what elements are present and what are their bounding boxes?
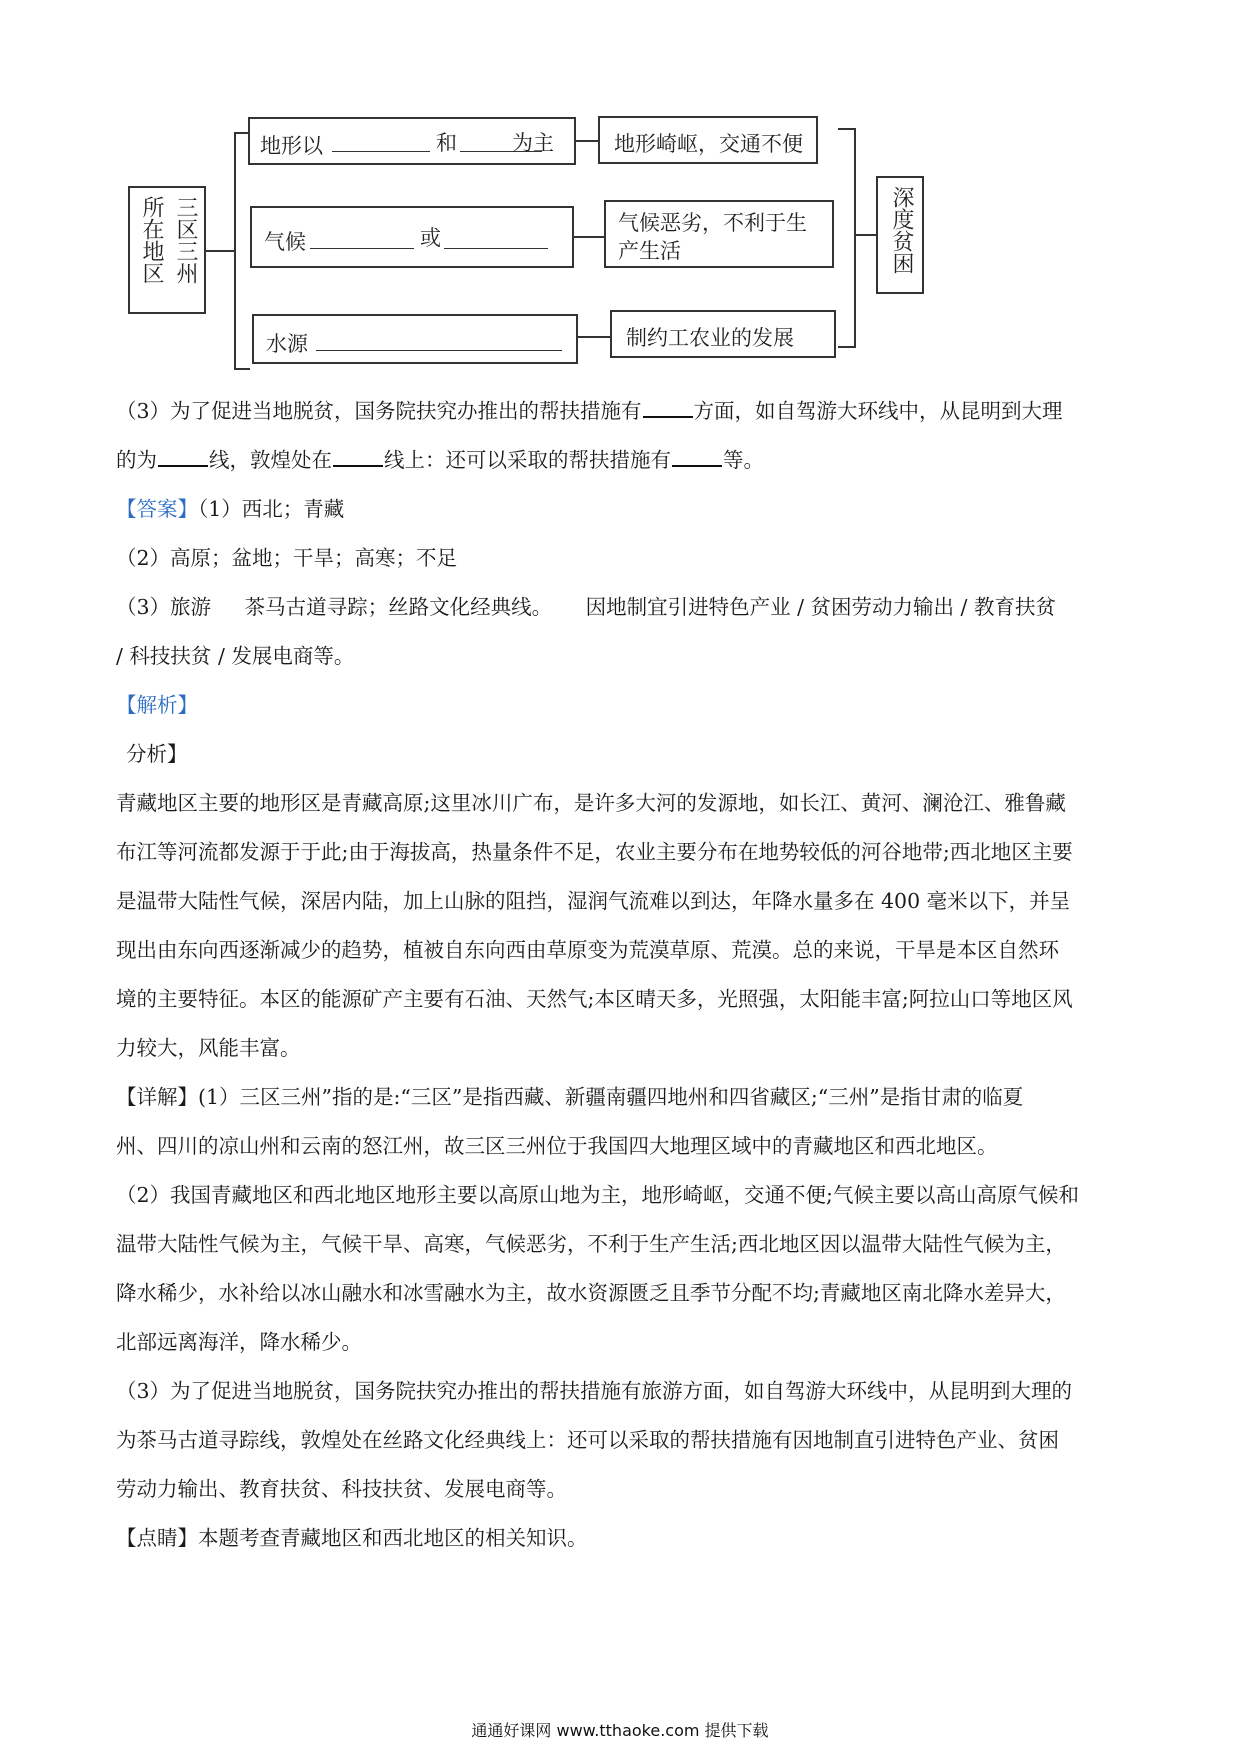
right-bracket: [838, 128, 856, 348]
terrain-main: 为主: [512, 131, 554, 155]
left-bracket-connector: [206, 250, 234, 252]
analysis-p1-6: 力较大，风能丰富。: [116, 1036, 301, 1060]
footer-watermark[interactable]: 通通好课网 www.tthaoke.com 提供下载: [471, 1721, 769, 1740]
q3-text-6: 等。: [723, 448, 764, 472]
q3-blank-1: [643, 396, 693, 418]
detail-2: 州、四川的凉山州和云南的怒江州，故三区三州位于我国四大地理区域中的青藏地区和西北地区。: [116, 1134, 998, 1158]
diagram-region-col-2: [138, 196, 162, 291]
answer-1: （1）西北；青藏: [198, 497, 345, 521]
q3-text-3: 的为: [116, 448, 157, 472]
row1-connector: [576, 140, 598, 142]
water-label: 水源: [266, 332, 308, 356]
result-text: 深度贫困: [889, 186, 914, 274]
analysis-p1-4: 现出由东向西逐渐减少的趋势，植被自东向西由草原变为荒漠草原、荒漠。总的来说，干旱是本区自然环: [116, 938, 1059, 962]
structure-diagram: [0, 0, 1240, 390]
analysis-p2-2: 温带大陆性气候为主，气候干旱、高寒，气候恶劣，不利于生产生活;西北地区因以温带大陆性气候为主，: [116, 1232, 1066, 1256]
row2-connector: [574, 236, 604, 238]
analysis-p1-2: 布江等河流都发源于于此;由于海拔高，热量条件不足，农业主要分布在地势较低的河谷地带;西北地区主要: [116, 840, 1073, 864]
analysis-p1-5: 境的主要特征。本区的能源矿产主要有石油、天然气;本区晴天多，光照强，太阳能丰富;阿拉山口等地区风: [116, 987, 1073, 1011]
terrain-and: 和: [436, 131, 457, 155]
result-text-wrap: [888, 186, 912, 281]
climate-effect: 气候恶劣，不利于生产生活: [618, 211, 807, 263]
row3-effect-box: [610, 310, 836, 358]
answer-3: （3）旅游 茶马古道寻踪；丝路文化经典线。 因地制宜引进特色产业 / 贫困劳动力输出 / 教育扶贫: [116, 595, 1056, 619]
q3-text-2: 方面，如自驾游大环线中，从昆明到大理: [693, 399, 1063, 423]
analysis-p1-1: 青藏地区主要的地形区是青藏高原;这里冰川广布，是许多大河的发源地，如长江、黄河、澜沧江、雅鲁藏: [116, 791, 1066, 815]
region-title-1: 三区三州: [173, 196, 198, 284]
analysis-p2-3: 降水稀少，水补给以冰山融水和冰雪融水为主，故水资源匮乏且季节分配不均;青藏地区南北降水差异大，: [116, 1281, 1066, 1305]
water-blank: [316, 350, 562, 351]
answer-2: （2）高原；盆地；干旱；高寒；不足: [116, 546, 458, 570]
answer-line3: [116, 592, 1056, 622]
question3-line1: [116, 396, 1063, 426]
analysis-p3-2: 为茶马古道寻踪线，敦煌处在丝路文化经典线上：还可以采取的帮扶措施有因地制直引进特色产业、贫困: [116, 1428, 1059, 1452]
answer-label: 【答案】: [116, 497, 198, 521]
q3-blank-2: [158, 445, 208, 467]
diagram-region-col-1: [172, 196, 196, 291]
right-bracket-connector: [856, 234, 876, 236]
analysis-p1-3: 是温带大陆性气候，深居内陆，加上山脉的阻挡，湿润气流难以到达，年降水量多在 400 毫米以下，并呈: [116, 889, 1071, 913]
climate-blank-2: [444, 248, 548, 249]
water-effect: 制约工农业的发展: [626, 326, 794, 350]
diagram-region-box: [128, 186, 206, 314]
analysis-p3-3: 劳动力输出、教育扶贫、科技扶贫、发展电商等。: [116, 1477, 567, 1501]
row1-terrain-box: [248, 117, 576, 165]
q3-blank-3: [333, 445, 383, 467]
result-box: [876, 176, 924, 294]
q3-text-4: 线，敦煌处在: [209, 448, 332, 472]
q3-text-1: （3）为了促进当地脱贫，国务院扶究办推出的帮扶措施有: [116, 399, 642, 423]
row1-effect-box: [598, 116, 818, 164]
terrain-label: 地形以: [260, 134, 323, 158]
answer-3b: / 科技扶贫 / 发展电商等。: [116, 644, 355, 668]
terrain-blank-1: [332, 151, 430, 152]
answer-line2: [116, 543, 457, 573]
analysis-label: 【解析】: [116, 693, 198, 717]
analysis-p3-1: （3）为了促进当地脱贫，国务院扶究办推出的帮扶措施有旅游方面，如自驾游大环线中，从昆明到大理的: [116, 1379, 1073, 1403]
row2-effect-box: [604, 200, 834, 268]
question3-line2: [116, 445, 764, 475]
detail-1: 【详解】(1）三区三州”指的是:“三区”是指西藏、新疆南疆四地州和四省藏区;“三州”是指甘肃的临夏: [116, 1085, 1024, 1109]
answer-line4: [116, 641, 354, 671]
q3-text-5: 线上：还可以采取的帮扶措施有: [384, 448, 671, 472]
climate-label: 气候: [264, 230, 306, 254]
analysis-p2-1: （2）我国青藏地区和西北地区地形主要以高原山地为主，地形崎岖，交通不便;气候主要以高山高原气候和: [116, 1183, 1079, 1207]
row3-water-box: [252, 314, 578, 364]
region-title-2: 所在地区: [139, 196, 164, 284]
answer-line1: [116, 494, 344, 524]
analysis-p2-4: 北部远离海洋，降水稀少。: [116, 1330, 362, 1354]
row2-climate-box: [250, 206, 574, 268]
analysis-sub: 分析】: [126, 742, 188, 766]
terrain-effect: 地形崎岖，交通不便: [614, 132, 803, 156]
q3-blank-4: [672, 445, 722, 467]
row3-connector: [578, 336, 610, 338]
left-bracket: [234, 132, 250, 370]
climate-or: 或: [420, 226, 441, 250]
comment: 【点睛】本题考查青藏地区和西北地区的相关知识。: [116, 1526, 588, 1550]
climate-blank-1: [310, 248, 414, 249]
